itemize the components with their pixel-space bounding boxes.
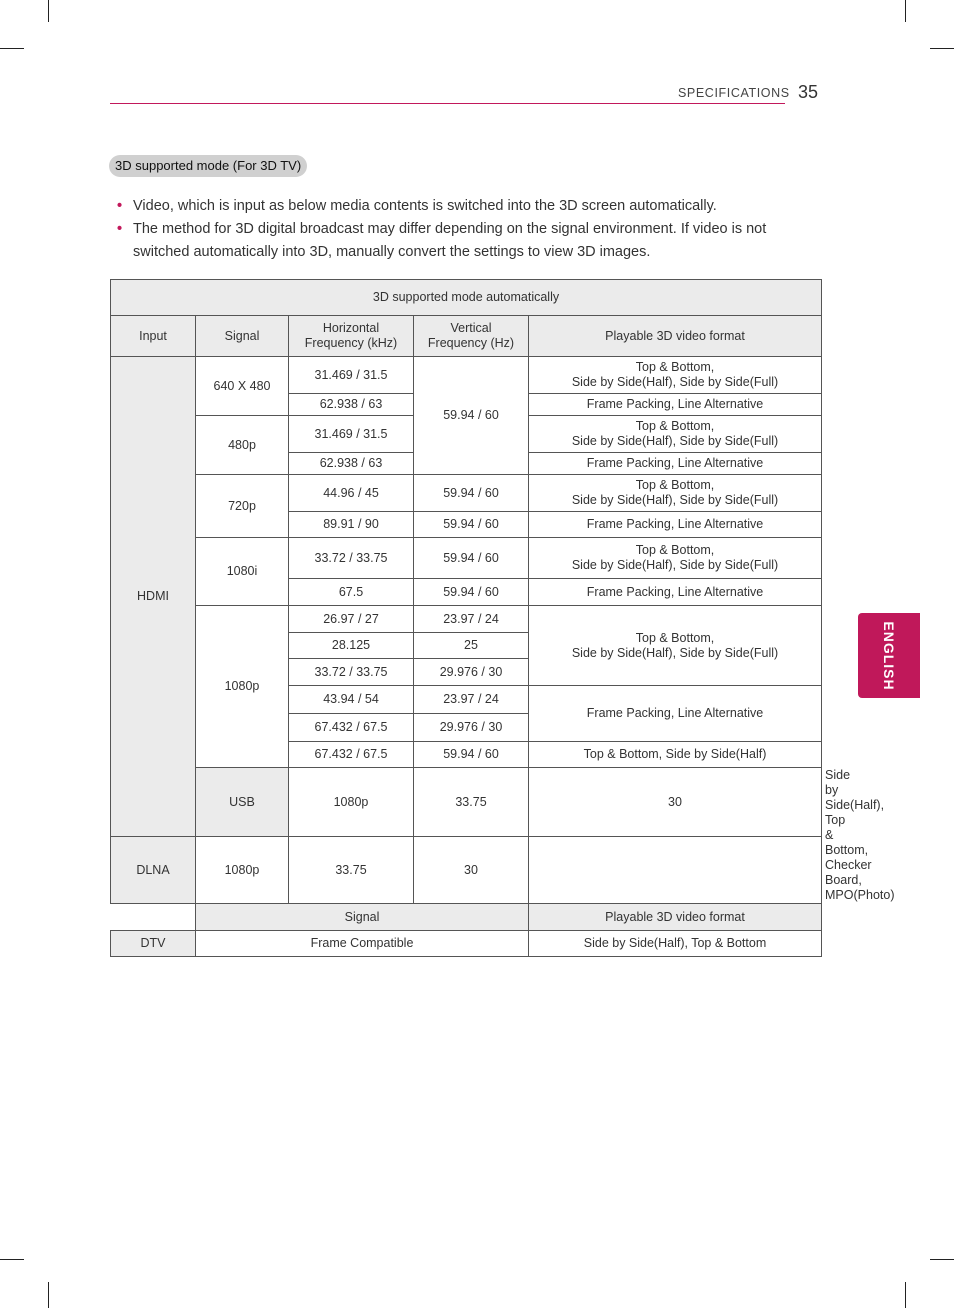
signal-cell: 1080p bbox=[196, 837, 289, 904]
crop-mark bbox=[905, 1282, 906, 1308]
header-horizontal-frequency: Horizontal Frequency (kHz) bbox=[289, 316, 414, 357]
vfreq-cell: 29.976 / 30 bbox=[414, 714, 529, 742]
crop-mark bbox=[930, 1259, 954, 1260]
table-title: 3D supported mode automatically bbox=[111, 280, 822, 316]
language-label: ENGLISH bbox=[881, 620, 897, 691]
table-row bbox=[111, 357, 822, 394]
table-header-row bbox=[111, 316, 822, 357]
format-cell: Top & Bottom, Side by Side(Half), Side by Side(Full) bbox=[529, 357, 822, 394]
signal-cell: 1080p bbox=[196, 606, 289, 768]
vfreq-cell: 30 bbox=[414, 837, 529, 904]
format-cell: Top & Bottom, Side by Side(Half) bbox=[529, 742, 822, 768]
vfreq-cell: 23.97 / 24 bbox=[414, 606, 529, 633]
header-rule bbox=[110, 103, 785, 104]
bullet-text: Video, which is input as below media contents is switched into the 3D screen automatically. bbox=[133, 198, 717, 214]
hfreq-cell: 62.938 / 63 bbox=[289, 394, 414, 416]
format-cell: Frame Packing, Line Alternative bbox=[529, 453, 822, 475]
hfreq-cell: 28.125 bbox=[289, 633, 414, 659]
table-row bbox=[111, 475, 822, 512]
page-number: 35 bbox=[798, 82, 819, 102]
dtv-header-row bbox=[111, 904, 822, 931]
hfreq-cell: 33.75 bbox=[414, 768, 529, 837]
crop-mark bbox=[905, 0, 906, 22]
hfreq-cell: 67.432 / 67.5 bbox=[289, 742, 414, 768]
format-cell: Top & Bottom, Side by Side(Half), Side by Side(Full) bbox=[529, 475, 822, 512]
bullet-item bbox=[117, 218, 817, 264]
language-side-tab bbox=[858, 613, 920, 698]
hfreq-cell: 31.469 / 31.5 bbox=[289, 416, 414, 453]
section-title: 3D supported mode (For 3D TV) bbox=[109, 155, 307, 177]
hfreq-cell: 33.75 bbox=[289, 837, 414, 904]
vfreq-cell: 23.97 / 24 bbox=[414, 686, 529, 714]
signal-cell: 1080p bbox=[289, 768, 414, 837]
vfreq-cell: 59.94 / 60 bbox=[414, 579, 529, 606]
signal-cell: Frame Compatible bbox=[196, 931, 529, 957]
bullet-dot-icon: • bbox=[117, 198, 123, 214]
hfreq-cell: 43.94 / 54 bbox=[289, 686, 414, 714]
bullet-item bbox=[117, 195, 817, 218]
header-signal: Signal bbox=[196, 316, 289, 357]
format-cell: Side by Side(Half), Top & Bottom bbox=[529, 931, 822, 957]
vfreq-cell: 59.94 / 60 bbox=[414, 357, 529, 475]
table-row: USB 1080p 33.75 30 Side by Side(Half), Top & Bottom, Checker Board, MPO(Photo) bbox=[111, 768, 822, 837]
table-row bbox=[111, 538, 822, 579]
signal-cell: 640 X 480 bbox=[196, 357, 289, 416]
vfreq-cell: 59.94 / 60 bbox=[414, 742, 529, 768]
hfreq-cell: 33.72 / 33.75 bbox=[289, 659, 414, 686]
bullet-list bbox=[117, 195, 817, 264]
format-cell: Top & Bottom, Side by Side(Half), Side by Side(Full) bbox=[529, 606, 822, 686]
vfreq-cell: 29.976 / 30 bbox=[414, 659, 529, 686]
input-hdmi: HDMI bbox=[111, 357, 196, 837]
hfreq-cell: 44.96 / 45 bbox=[289, 475, 414, 512]
vfreq-cell: 59.94 / 60 bbox=[414, 512, 529, 538]
format-cell: Top & Bottom, Side by Side(Half), Side by Side(Full) bbox=[529, 416, 822, 453]
signal-cell: 480p bbox=[196, 416, 289, 475]
crop-mark bbox=[0, 48, 24, 49]
table-title-row bbox=[111, 280, 822, 316]
hfreq-cell: 67.5 bbox=[289, 579, 414, 606]
vfreq-cell: 30 bbox=[529, 768, 822, 837]
format-cell: Frame Packing, Line Alternative bbox=[529, 579, 822, 606]
bullet-text: The method for 3D digital broadcast may differ depending on the signal environment. If video is not switched automatically into 3D, manually convert the settings to view 3D images. bbox=[133, 221, 767, 260]
hfreq-cell: 26.97 / 27 bbox=[289, 606, 414, 633]
dtv-header-format: Playable 3D video format bbox=[529, 904, 822, 931]
hfreq-cell: 89.91 / 90 bbox=[289, 512, 414, 538]
crop-mark bbox=[48, 0, 49, 22]
hfreq-cell: 67.432 / 67.5 bbox=[289, 714, 414, 742]
hfreq-cell: 33.72 / 33.75 bbox=[289, 538, 414, 579]
table-row bbox=[111, 931, 822, 957]
vfreq-cell: 59.94 / 60 bbox=[414, 538, 529, 579]
format-cell: Frame Packing, Line Alternative bbox=[529, 394, 822, 416]
header-input: Input bbox=[111, 316, 196, 357]
crop-mark bbox=[0, 1259, 24, 1260]
vfreq-cell: 25 bbox=[414, 633, 529, 659]
vfreq-cell: 59.94 / 60 bbox=[414, 475, 529, 512]
dtv-header-signal: Signal bbox=[196, 904, 529, 931]
header-section-label: SPECIFICATIONS bbox=[678, 86, 790, 100]
input-usb: USB bbox=[196, 768, 289, 837]
bullet-dot-icon: • bbox=[117, 221, 123, 237]
crop-mark bbox=[48, 1282, 49, 1308]
input-dtv: DTV bbox=[111, 931, 196, 957]
format-cell: Top & Bottom, Side by Side(Half), Side by Side(Full) bbox=[529, 538, 822, 579]
empty-cell bbox=[111, 904, 196, 931]
format-cell: Frame Packing, Line Alternative bbox=[529, 512, 822, 538]
input-dlna: DLNA bbox=[111, 837, 196, 904]
crop-mark bbox=[930, 48, 954, 49]
table-row bbox=[111, 837, 822, 904]
signal-cell: 720p bbox=[196, 475, 289, 538]
header-playable-format: Playable 3D video format bbox=[529, 316, 822, 357]
signal-cell: 1080i bbox=[196, 538, 289, 606]
table-row bbox=[111, 606, 822, 633]
hfreq-cell: 31.469 / 31.5 bbox=[289, 357, 414, 394]
format-cell: Frame Packing, Line Alternative bbox=[529, 686, 822, 742]
hfreq-cell: 62.938 / 63 bbox=[289, 453, 414, 475]
header-vertical-frequency: Vertical Frequency (Hz) bbox=[414, 316, 529, 357]
